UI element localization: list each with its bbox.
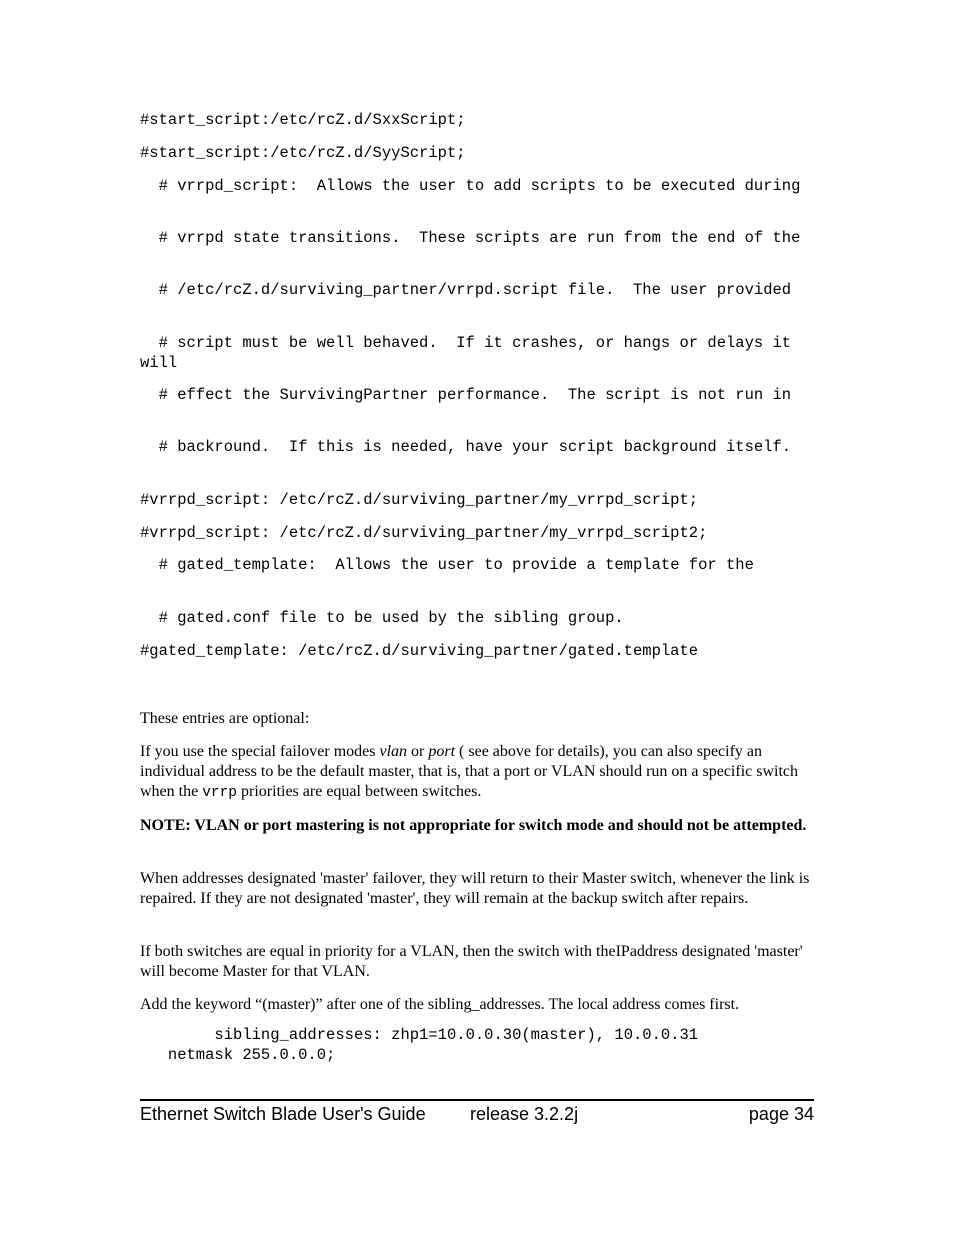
- footer-page-number: page 34: [748, 1104, 814, 1124]
- text-span: priorities are equal between switches.: [237, 783, 482, 800]
- port-term: port: [428, 743, 456, 760]
- code-line: #vrrpd_script: /etc/rcZ.d/surviving_partner/my_vrrpd_script;: [140, 491, 699, 509]
- code-comment: # /etc/rcZ.d/surviving_partner/vrrpd.script file. The user provided: [140, 281, 792, 299]
- page-footer: [140, 1099, 814, 1124]
- paragraph-both: If both switches are equal in priority for a VLAN, then the switch with theIPaddress designated 'master' will become Master for that VLAN.: [140, 943, 803, 980]
- paragraph-when: When addresses designated 'master' failover, they will return to their Master switch, whenever the link is repaired. If they are not designated 'master', they will remain at the backup switch after repairs.: [140, 870, 810, 907]
- code-comment: # backround. If this is needed, have your script background itself.: [140, 438, 792, 456]
- code-comment: # effect the SurvivingPartner performance. The script is not run in: [140, 386, 792, 404]
- footer-title: Ethernet Switch Blade User's Guide: [140, 1104, 426, 1124]
- code-comment: # gated.conf file to be used by the sibling group.: [140, 609, 624, 627]
- vlan-term: vlan: [379, 743, 408, 760]
- example-line: sibling_addresses: zhp1=10.0.0.30(master), 10.0.0.31: [140, 1026, 699, 1044]
- paragraph-optional: These entries are optional:: [140, 710, 310, 727]
- code-comment: # vrrpd state transitions. These scripts are run from the end of the: [140, 229, 801, 247]
- paragraph-add: Add the keyword “(master)” after one of the sibling_addresses. The local address comes first.: [140, 996, 740, 1013]
- paragraph-failover: [140, 742, 815, 803]
- code-comment: # gated_template: Allows the user to provide a template for the: [140, 556, 754, 574]
- code-comment: # script must be well behaved. If it crashes, or hangs or delays it will: [140, 334, 801, 372]
- text-span: or: [407, 743, 429, 760]
- code-line: #vrrpd_script: /etc/rcZ.d/surviving_partner/my_vrrpd_script2;: [140, 524, 708, 542]
- code-line: #start_script:/etc/rcZ.d/SyyScript;: [140, 144, 466, 162]
- text-span: ( see above for details), you can also specify an individual address to be the default master, that is, that a port or VLAN should run on a specific switch when the: [140, 743, 799, 800]
- code-line: #gated_template: /etc/rcZ.d/surviving_partner/gated.template: [140, 642, 699, 660]
- vrrp-term: vrrp: [202, 785, 238, 801]
- footer-release: release 3.2.2j: [470, 1104, 579, 1124]
- text-span: If you use the special failover modes: [140, 743, 380, 760]
- code-line: #start_script:/etc/rcZ.d/SxxScript;: [140, 111, 466, 129]
- note: NOTE: VLAN or port mastering is not appropriate for switch mode and should not be attempted.: [140, 817, 807, 834]
- code-comment: # vrrpd_script: Allows the user to add scripts to be executed during: [140, 177, 801, 195]
- example-line: netmask 255.0.0.0;: [140, 1046, 336, 1064]
